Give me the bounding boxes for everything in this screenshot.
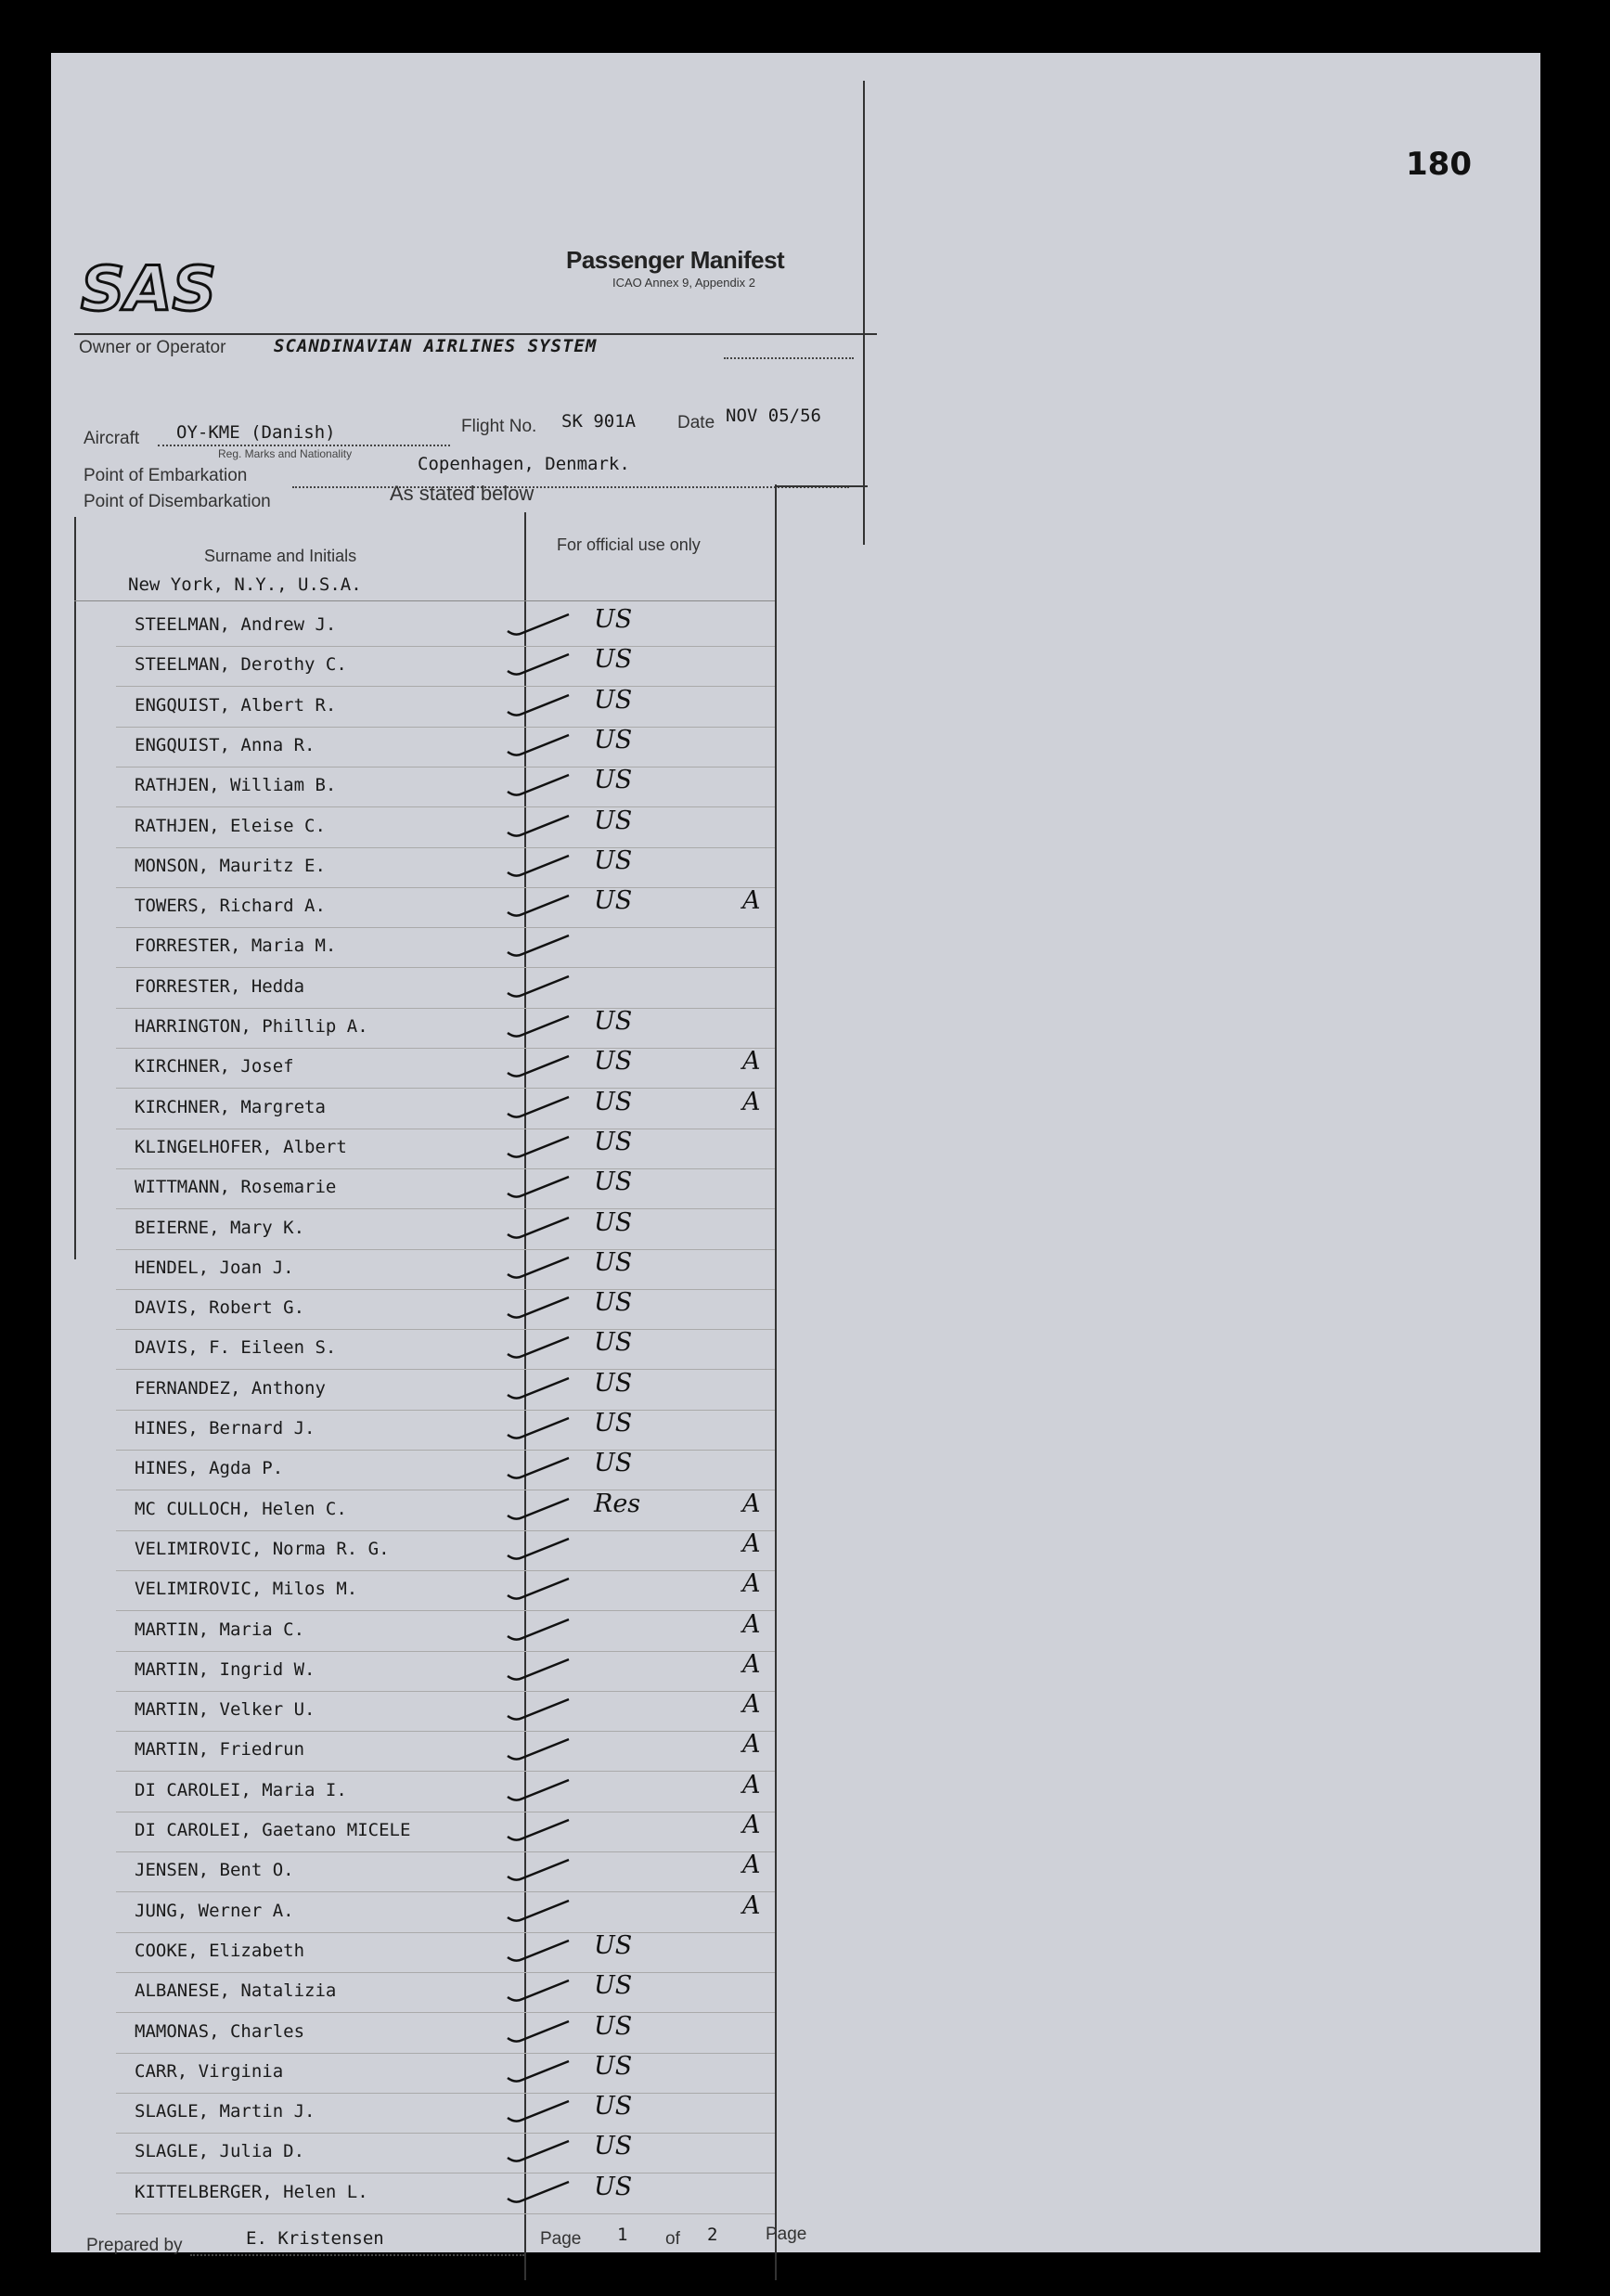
official-mark-a: A xyxy=(742,886,761,916)
official-code: US xyxy=(594,1007,633,1036)
official-code: US xyxy=(594,1288,633,1318)
passenger-row xyxy=(116,1811,775,1852)
passenger-name: HARRINGTON, Phillip A. xyxy=(135,1016,368,1037)
passenger-name: ENGQUIST, Albert R. xyxy=(135,694,337,716)
official-code: US xyxy=(594,1087,633,1116)
passenger-name: JENSEN, Bent O. xyxy=(135,1860,294,1881)
passenger-row xyxy=(116,1529,775,1571)
official-code: US xyxy=(594,1127,633,1156)
official-mark-a: A xyxy=(742,1851,761,1880)
check-mark-icon xyxy=(506,852,571,880)
of-label: of xyxy=(665,2229,680,2249)
official-code: US xyxy=(594,1449,633,1478)
official-code: US xyxy=(594,1247,633,1277)
official-mark-a: A xyxy=(742,1489,761,1518)
official-code: US xyxy=(594,2092,633,2122)
passenger-name: VELIMIROVIC, Milos M. xyxy=(135,1579,358,1600)
passenger-name: DI CAROLEI, Gaetano MICELE xyxy=(135,1820,411,1840)
official-mark-a: A xyxy=(742,1890,761,1920)
svg-text:SAS: SAS xyxy=(81,253,217,322)
check-mark-icon xyxy=(506,1776,571,1804)
passenger-row xyxy=(116,806,775,848)
official-mark-a: A xyxy=(742,1690,761,1720)
passenger-name: MAMONAS, Charles xyxy=(135,2020,305,2042)
official-code: US xyxy=(594,1409,633,1438)
official-code: US xyxy=(594,766,633,795)
passenger-name: BEIERNE, Mary K. xyxy=(135,1217,305,1238)
passenger-name: HENDEL, Joan J. xyxy=(135,1257,294,1278)
official-mark-a: A xyxy=(742,1730,761,1760)
official-code: US xyxy=(594,1328,633,1358)
check-mark-icon xyxy=(506,1133,571,1161)
passenger-name: RATHJEN, William B. xyxy=(135,775,337,796)
page-value: 1 xyxy=(617,2225,628,2245)
passenger-row xyxy=(116,2092,775,2134)
passenger-name: VELIMIROVIC, Norma R. G. xyxy=(135,1538,390,1559)
official-code: US xyxy=(594,725,633,755)
passenger-row xyxy=(116,686,775,728)
official-code: US xyxy=(594,605,633,634)
embarkation-label: Point of Embarkation xyxy=(84,466,248,485)
passenger-name: HINES, Agda P. xyxy=(135,1458,284,1479)
check-mark-icon xyxy=(506,1454,571,1482)
passenger-name: MARTIN, Maria C. xyxy=(135,1619,305,1640)
passenger-name: FORRESTER, Hedda xyxy=(135,975,305,997)
check-mark-icon xyxy=(506,1214,571,1242)
official-code: US xyxy=(594,1167,633,1197)
passenger-name: ENGQUIST, Anna R. xyxy=(135,734,316,755)
check-mark-icon xyxy=(506,1816,571,1844)
passenger-name: FERNANDEZ, Anthony xyxy=(135,1377,326,1399)
passenger-row xyxy=(116,1610,775,1652)
check-mark-icon xyxy=(506,892,571,920)
disembarkation-value: As stated below xyxy=(390,482,535,505)
passenger-row xyxy=(116,1369,775,1411)
passenger-name: DI CAROLEI, Maria I. xyxy=(135,1779,347,1800)
flight-no-label: Flight No. xyxy=(461,417,537,436)
official-code: US xyxy=(594,2011,633,2041)
check-mark-icon xyxy=(506,1897,571,1925)
check-mark-icon xyxy=(506,771,571,799)
check-mark-icon xyxy=(506,2057,571,2085)
check-mark-icon xyxy=(506,1173,571,1201)
passenger-name: STEELMAN, Derothy C. xyxy=(135,654,347,676)
check-mark-icon xyxy=(506,1093,571,1121)
check-mark-icon xyxy=(506,1535,571,1563)
passenger-row xyxy=(116,1730,775,1772)
passenger-row xyxy=(116,1971,775,2013)
passenger-row xyxy=(116,1328,775,1370)
official-mark-a: A xyxy=(742,1609,761,1639)
passenger-name: JUNG, Werner A. xyxy=(135,1900,294,1921)
check-mark-icon xyxy=(506,1856,571,1884)
passenger-name: FORRESTER, Maria M. xyxy=(135,935,337,957)
passenger-name: KITTELBERGER, Helen L. xyxy=(135,2181,368,2202)
passenger-name: SLAGLE, Martin J. xyxy=(135,2101,316,2122)
passenger-row xyxy=(116,1167,775,1209)
official-code: US xyxy=(594,1930,633,1960)
date-value: NOV 05/56 xyxy=(726,406,821,426)
passenger-row xyxy=(116,886,775,928)
passenger-row xyxy=(116,2012,775,2054)
destination: New York, N.Y., U.S.A. xyxy=(128,574,362,595)
passenger-row xyxy=(116,1490,775,1531)
check-mark-icon xyxy=(506,611,571,638)
official-code: US xyxy=(594,845,633,875)
manifest-sheet xyxy=(51,53,1540,2255)
check-mark-icon xyxy=(506,691,571,719)
of-value: 2 xyxy=(707,2225,718,2245)
page-label: Page xyxy=(540,2229,582,2249)
passenger-name: TOWERS, Richard A. xyxy=(135,896,326,917)
official-mark-a: A xyxy=(742,1811,761,1839)
check-mark-icon xyxy=(506,1575,571,1603)
check-mark-icon xyxy=(506,2178,571,2206)
official-code: Res xyxy=(594,1489,641,1518)
check-mark-icon xyxy=(506,1013,571,1040)
prepared-label: Prepared by xyxy=(86,2236,183,2255)
passenger-row xyxy=(116,1288,775,1330)
passenger-name: WITTMANN, Rosemarie xyxy=(135,1177,337,1198)
page-label-2: Page xyxy=(766,2225,807,2244)
passenger-row xyxy=(116,1088,775,1129)
sas-logo xyxy=(79,252,246,322)
official-mark-a: A xyxy=(742,1087,761,1116)
passenger-name: COOKE, Elizabeth xyxy=(135,1940,305,1961)
passenger-row xyxy=(116,1409,775,1451)
flight-no-value: SK 901A xyxy=(561,411,637,432)
check-mark-icon xyxy=(506,731,571,759)
date-label: Date xyxy=(677,413,715,432)
aircraft-label: Aircraft xyxy=(84,429,140,448)
check-mark-icon xyxy=(506,2137,571,2165)
passenger-name: MARTIN, Velker U. xyxy=(135,1699,316,1721)
official-code: US xyxy=(594,2172,633,2201)
official-mark-a: A xyxy=(742,1770,761,1799)
check-mark-icon xyxy=(506,1374,571,1402)
passenger-row xyxy=(116,1569,775,1611)
passenger-name: MARTIN, Ingrid W. xyxy=(135,1658,316,1680)
passenger-row xyxy=(116,846,775,888)
check-mark-icon xyxy=(506,2018,571,2045)
passenger-row xyxy=(116,645,775,687)
passenger-row xyxy=(116,1771,775,1812)
passenger-name: KLINGELHOFER, Albert xyxy=(135,1136,347,1157)
passenger-row xyxy=(116,2132,775,2173)
official-mark-a: A xyxy=(742,1529,761,1558)
passenger-row xyxy=(116,1650,775,1692)
passenger-row xyxy=(116,1891,775,1933)
passenger-row xyxy=(116,1931,775,1973)
passenger-row xyxy=(116,2173,775,2214)
official-code: US xyxy=(594,1368,633,1398)
passenger-name: ALBANESE, Natalizia xyxy=(135,1980,337,2002)
passenger-name: DAVIS, Robert G. xyxy=(135,1297,305,1319)
col-name-header: Surname and Initials xyxy=(204,547,357,565)
check-mark-icon xyxy=(506,1616,571,1644)
check-mark-icon xyxy=(506,1977,571,2005)
official-mark-a: A xyxy=(742,1569,761,1599)
passenger-name: KIRCHNER, Margreta xyxy=(135,1096,326,1117)
official-code: US xyxy=(594,886,633,916)
official-mark-a: A xyxy=(742,1649,761,1679)
manifest-title: Passenger Manifest xyxy=(566,246,785,274)
owner-label: Owner or Operator xyxy=(79,338,226,357)
reg-note: Reg. Marks and Nationality xyxy=(218,447,353,460)
passenger-row xyxy=(116,1851,775,1892)
passenger-row xyxy=(116,1128,775,1169)
official-code: US xyxy=(594,1207,633,1237)
check-mark-icon xyxy=(506,2097,571,2125)
check-mark-icon xyxy=(506,1052,571,1080)
official-code: US xyxy=(594,806,633,835)
disembarkation-label: Point of Disembarkation xyxy=(84,492,271,511)
passenger-name: HINES, Bernard J. xyxy=(135,1418,316,1438)
check-mark-icon xyxy=(506,932,571,960)
passenger-row xyxy=(116,967,775,1009)
check-mark-icon xyxy=(506,1937,571,1965)
embarkation-value: Copenhagen, Denmark. xyxy=(418,454,630,474)
passenger-row xyxy=(116,2052,775,2094)
passenger-name: RATHJEN, Eleise C. xyxy=(135,815,326,836)
official-mark-a: A xyxy=(742,1047,761,1077)
passenger-name: MONSON, Mauritz E. xyxy=(135,855,326,876)
check-mark-icon xyxy=(506,1254,571,1282)
manifest-subtitle: ICAO Annex 9, Appendix 2 xyxy=(612,276,755,290)
page-number: 180 xyxy=(1406,146,1472,183)
official-code: US xyxy=(594,685,633,715)
check-mark-icon xyxy=(506,1495,571,1523)
passenger-row xyxy=(116,766,775,807)
owner-value: SCANDINAVIAN AIRLINES SYSTEM xyxy=(274,336,598,356)
check-mark-icon xyxy=(506,651,571,678)
passenger-row xyxy=(116,726,775,767)
passenger-row xyxy=(116,1449,775,1490)
passenger-row xyxy=(116,1007,775,1049)
official-code: US xyxy=(594,2051,633,2081)
check-mark-icon xyxy=(506,1294,571,1322)
aircraft-value: OY-KME (Danish) xyxy=(176,422,336,443)
passenger-name: KIRCHNER, Josef xyxy=(135,1056,294,1077)
passenger-row xyxy=(116,605,775,647)
col-official-header: For official use only xyxy=(557,535,701,554)
check-mark-icon xyxy=(506,1414,571,1442)
official-code: US xyxy=(594,1971,633,2001)
check-mark-icon xyxy=(506,1735,571,1763)
passenger-row xyxy=(116,1047,775,1089)
passenger-name: SLAGLE, Julia D. xyxy=(135,2141,305,2162)
passenger-row xyxy=(116,1248,775,1290)
passenger-name: MARTIN, Friedrun xyxy=(135,1739,305,1761)
official-code: US xyxy=(594,645,633,675)
passenger-name: MC CULLOCH, Helen C. xyxy=(135,1498,347,1519)
passenger-row xyxy=(116,1690,775,1732)
passenger-name: CARR, Virginia xyxy=(135,2060,284,2082)
check-mark-icon xyxy=(506,973,571,1000)
passenger-row xyxy=(116,926,775,968)
passenger-row xyxy=(116,1208,775,1250)
check-mark-icon xyxy=(506,1696,571,1723)
check-mark-icon xyxy=(506,1334,571,1361)
official-code: US xyxy=(594,2132,633,2161)
check-mark-icon xyxy=(506,1656,571,1683)
prepared-value: E. Kristensen xyxy=(246,2228,384,2249)
check-mark-icon xyxy=(506,812,571,840)
passenger-name: DAVIS, F. Eileen S. xyxy=(135,1337,337,1359)
official-code: US xyxy=(594,1047,633,1077)
passenger-name: STEELMAN, Andrew J. xyxy=(135,614,337,635)
